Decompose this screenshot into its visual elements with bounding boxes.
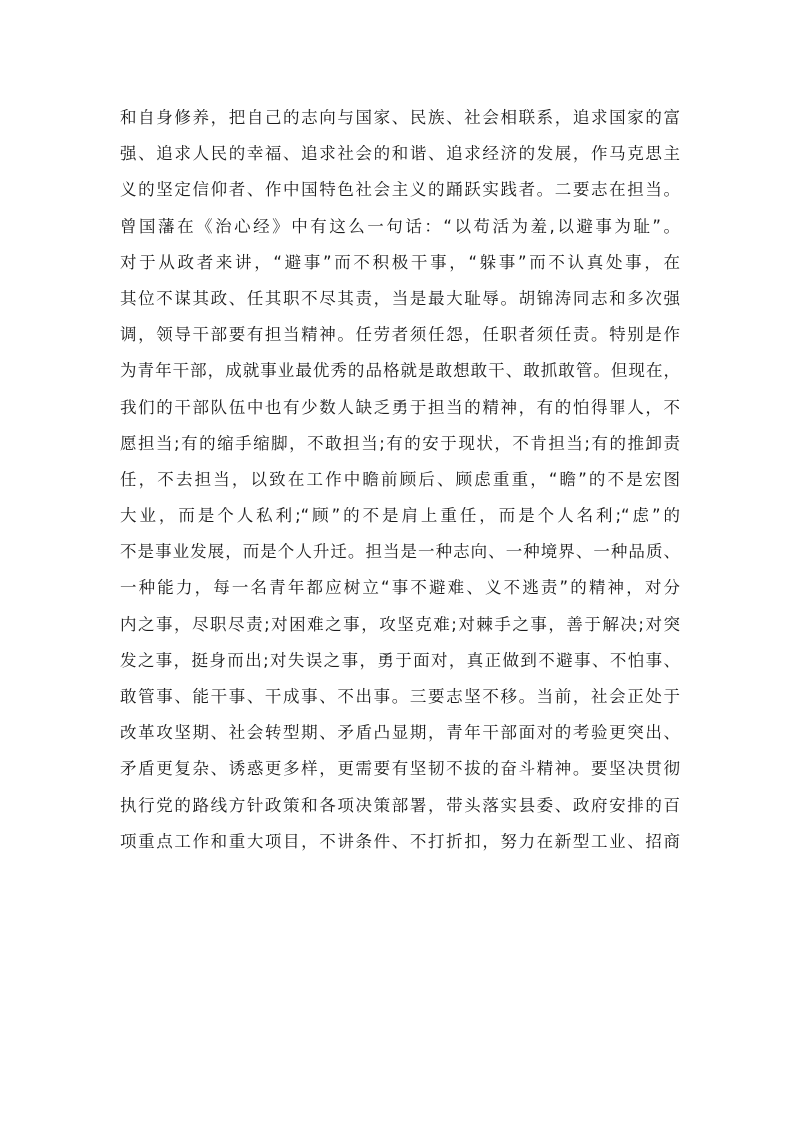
text-line: 和自身修养，把自己的志向与国家、民族、社会相联系，追求国家的富: [120, 108, 680, 127]
text-line: 曾国藩在《治心经》中有这么一句话：“以苟活为羞,以避事为耻”。: [120, 216, 680, 236]
text-line: 内之事，尽职尽责;对困难之事，攻坚克难;对棘手之事，善于解决;对突: [120, 614, 680, 634]
text-line: 敢管事、能干事、干成事、不出事。三要志坚不移。当前，社会正处于: [120, 687, 680, 706]
text-line: 任，不去担当，以致在工作中瞻前顾后、顾虑重重，“瞻”的不是宏图: [120, 469, 680, 489]
text-line: 项重点工作和重大项目，不讲条件、不打折扣，努力在新型工业、招商: [120, 831, 680, 851]
text-line: 执行党的路线方针政策和各项决策部署，带头落实县委、政府安排的百: [120, 795, 680, 815]
text-line: 发之事，挺身而出;对失误之事，勇于面对，真正做到不避事、不怕事、: [120, 650, 680, 670]
text-line: 矛盾更复杂、诱惑更多样，更需要有坚韧不拔的奋斗精神。要坚决贯彻: [120, 759, 680, 779]
text-line: 改革攻坚期、社会转型期、矛盾凸显期，青年干部面对的考验更突出、: [120, 723, 680, 743]
text-line: 愿担当;有的缩手缩脚，不敢担当;有的安于现状，不肯担当;有的推卸责: [120, 433, 680, 453]
text-line: 为青年干部，成就事业最优秀的品格就是敢想敢干、敢抓敢管。但现在，: [120, 361, 680, 381]
text-line: 我们的干部队伍中也有少数人缺乏勇于担当的精神，有的怕得罪人，不: [120, 397, 680, 417]
text-line: 大业，而是个人私利;“顾”的不是肩上重任，而是个人名利;“虑”的: [120, 506, 680, 526]
text-line: 一种能力，每一名青年都应树立“事不避难、义不逃责”的精神，对分: [120, 578, 680, 598]
text-line: 不是事业发展，而是个人升迁。担当是一种志向、一种境界、一种品质、: [120, 542, 680, 562]
body-text: [120, 100, 680, 860]
text-line: 其位不谋其政、任其职不尽其责，当是最大耻辱。胡锦涛同志和多次强: [120, 288, 680, 308]
text-line: 义的坚定信仰者、作中国特色社会主义的踊跃实践者。二要志在担当。: [120, 180, 680, 200]
text-line: 对于从政者来讲，“避事”而不积极干事，“躲事”而不认真处事，在: [120, 252, 680, 272]
text-line: 强、追求人民的幸福、追求社会的和谐、追求经济的发展，作马克思主: [120, 144, 680, 164]
text-line: 调，领导干部要有担当精神。任劳者须任怨，任职者须任责。特别是作: [120, 325, 680, 345]
